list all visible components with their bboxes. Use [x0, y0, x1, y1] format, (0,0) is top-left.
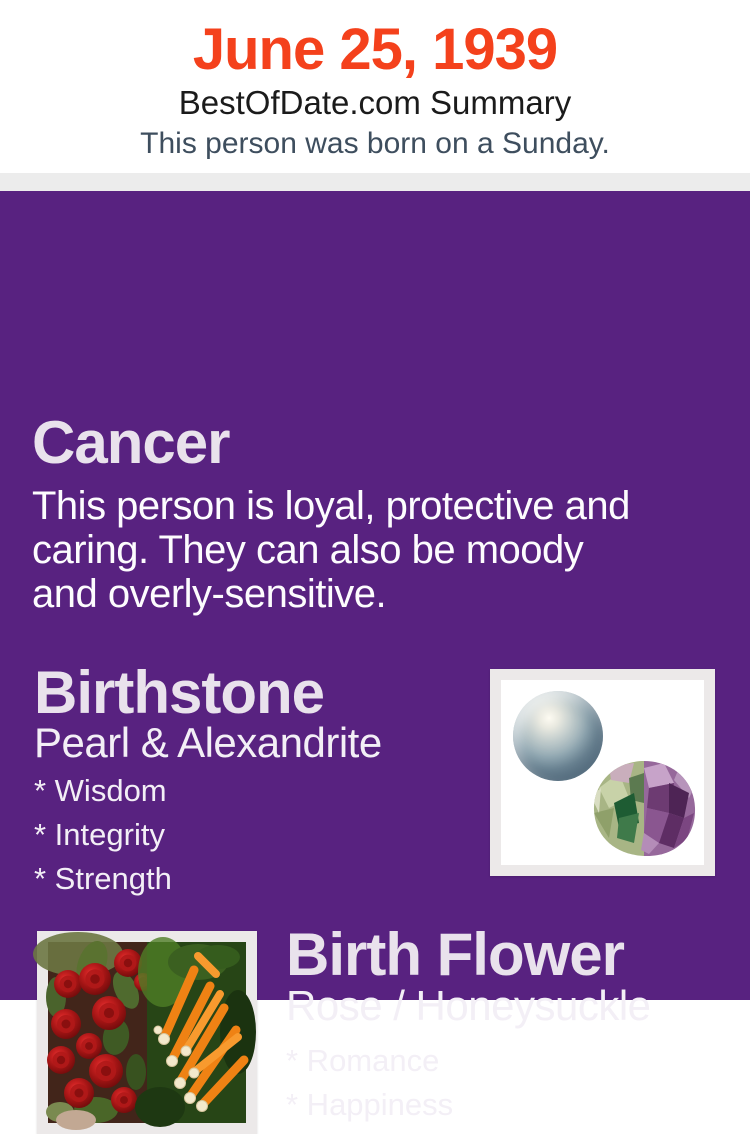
- born-day-note: This person was born on a Sunday.: [140, 127, 610, 160]
- birthstone-photo: [490, 669, 715, 876]
- birth-flower-photo: [37, 931, 257, 1134]
- birth-flower-names: Rose / Honeysuckle: [286, 982, 651, 1029]
- header: [0, 0, 750, 173]
- birthstone-photo-inner: [501, 680, 704, 865]
- zodiac-description: This person is loyal, protective and caring. They can also be moody and overly-sensitive.: [32, 484, 630, 616]
- honeysuckle-half: [135, 937, 256, 1127]
- birth-flower-title: Birth Flower: [286, 921, 625, 988]
- birthstone-names: Pearl & Alexandrite: [34, 719, 382, 766]
- date-title: June 25, 1939: [192, 17, 558, 82]
- birthstone-title: Birthstone: [34, 659, 324, 726]
- birth-flower-trait: * Romance: [286, 1043, 440, 1078]
- birth-flower-photo-inner: [48, 942, 246, 1123]
- birthstone-trait: * Strength: [34, 861, 172, 896]
- divider-strip: [0, 173, 750, 191]
- birthstone-trait: * Integrity: [34, 817, 165, 852]
- birth-flower-trait: * Happiness: [286, 1087, 454, 1122]
- birthstone-trait: * Wisdom: [34, 773, 167, 808]
- roses-and-honeysuckle-graphic: [48, 942, 246, 1123]
- zodiac-sign-title: Cancer: [32, 409, 230, 476]
- roses-half: [33, 932, 152, 1130]
- purple-card: [0, 191, 750, 1122]
- site-title: BestOfDate.com Summary: [178, 84, 572, 121]
- alexandrite-graphic: [589, 758, 699, 858]
